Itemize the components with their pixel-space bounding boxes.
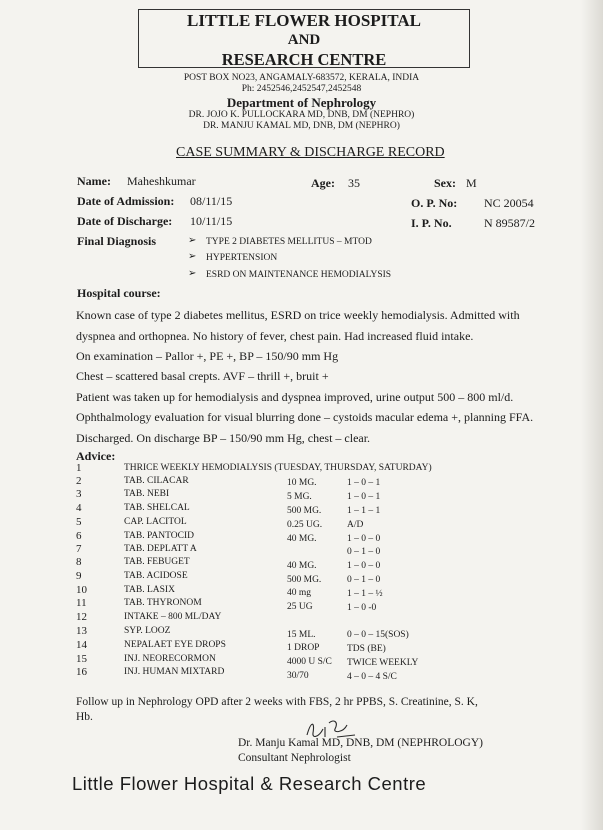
advice-dose: 40 mg [287, 588, 312, 598]
advice-frequency: 0 – 1 – 0 [347, 575, 381, 585]
advice-number: 8 [76, 556, 82, 568]
advice-dose: 1 DROP [287, 643, 320, 653]
course-line: Known case of type 2 diabetes mellitus, ESRD on trice weekly hemodialysis. Admitted with [76, 308, 520, 322]
course-line: Discharged. On discharge BP – 150/90 mm Hg, chest – clear. [76, 431, 371, 445]
advice-name: NEPALAET EYE DROPS [124, 640, 226, 650]
advice-number: 5 [76, 516, 82, 528]
hospital-header-box [138, 9, 470, 68]
advice-frequency: TWICE WEEKLY [347, 658, 419, 668]
advice-frequency: 1 – 0 – 0 [347, 561, 381, 571]
advice-frequency: 1 – 0 – 0 [347, 534, 381, 544]
sex-label: Sex: [434, 176, 456, 190]
course-line: dyspnea and orthopnea. No history of fever, chest pain. Had increased fluid intake. [76, 329, 474, 343]
admission-date: 08/11/15 [190, 194, 233, 208]
doctor-signature-role: Consultant Nephrologist [238, 752, 351, 764]
advice-name: THRICE WEEKLY HEMODIALYSIS (TUESDAY, THURSDAY, SATURDAY) [124, 463, 432, 473]
document-title: CASE SUMMARY & DISCHARGE RECORD [176, 145, 445, 160]
advice-frequency: 1 – 0 – 1 [347, 478, 381, 488]
op-label: O. P. No: [411, 196, 458, 210]
advice-name: TAB. NEBI [124, 489, 170, 499]
patient-sex: M [466, 176, 477, 190]
diagnosis-item: TYPE 2 DIABETES MELLITUS – MTOD [206, 237, 372, 247]
advice-number: 6 [76, 530, 82, 542]
advice-number: 7 [76, 543, 82, 555]
advice-dose: 30/70 [287, 671, 309, 681]
advice-number: 9 [76, 570, 82, 582]
followup-line: Follow up in Nephrology OPD after 2 weeks with FBS, 2 hr PPBS, S. Creatinine, S. K, [76, 696, 478, 708]
doctor-line-1: DR. JOJO K. PULLOCKARA MD, DNB, DM (NEPHRO) [188, 110, 415, 120]
advice-frequency: 0 – 1 – 0 [347, 547, 381, 557]
course-line: Chest – scattered basal crepts. AVF – thrill +, bruit + [76, 369, 329, 383]
name-label: Name: [77, 174, 111, 188]
advice-name: TAB. FEBUGET [124, 557, 190, 567]
admission-label: Date of Admission: [77, 194, 175, 208]
advice-number: 16 [76, 666, 87, 678]
advice-number: 11 [76, 597, 87, 609]
course-heading: Hospital course: [77, 286, 161, 300]
advice-name: INTAKE – 800 ML/DAY [124, 612, 222, 622]
advice-dose: 10 MG. [287, 478, 317, 488]
advice-number: 1 [76, 462, 82, 474]
advice-heading: Advice: [76, 449, 116, 463]
advice-dose: 5 MG. [287, 492, 312, 502]
advice-name: TAB. THYRONOM [124, 598, 202, 608]
doctor-line-2: DR. MANJU KAMAL MD, DNB, DM (NEPHRO) [203, 121, 400, 131]
advice-name: TAB. ACIDOSE [124, 571, 188, 581]
advice-number: 14 [76, 639, 87, 651]
course-line: Ophthalmology evaluation for visual blurring done – cystoids macular edema +, planning FFA. [76, 410, 534, 424]
followup-line: Hb. [76, 711, 93, 723]
age-label: Age: [311, 176, 335, 190]
ip-number: N 89587/2 [484, 216, 535, 230]
advice-dose: 0.25 UG. [287, 520, 323, 530]
advice-dose: 15 ML. [287, 630, 316, 640]
hospital-phone: Ph: 2452546,2452547,2452548 [241, 84, 362, 94]
advice-frequency: 1 – 1 – ½ [347, 589, 383, 599]
advice-number: 13 [76, 625, 87, 637]
advice-frequency: 0 – 0 – 15(SOS) [347, 630, 409, 640]
arrow-bullet-icon: ➢ [188, 268, 197, 279]
advice-dose: 40 MG. [287, 534, 317, 544]
advice-number: 3 [76, 488, 82, 500]
advice-number: 2 [76, 475, 82, 487]
advice-frequency: A/D [347, 520, 364, 530]
hospital-name-and: AND [287, 32, 321, 48]
advice-frequency: TDS (BE) [347, 644, 386, 654]
hospital-name: LITTLE FLOWER HOSPITAL [187, 11, 421, 30]
advice-name: INJ. NEORECORMON [124, 654, 216, 664]
advice-dose: 4000 U S/C [287, 657, 332, 667]
course-line: Patient was taken up for hemodialysis and dyspnea improved, urine output 500 – 800 ml/d. [76, 390, 514, 404]
doctor-signature-name: Dr. Manju Kamal MD, DNB, DM (NEPHROLOGY) [238, 737, 483, 749]
discharge-date: 10/11/15 [190, 214, 233, 228]
advice-frequency: 4 – 0 – 4 S/C [347, 672, 397, 682]
hospital-address: POST BOX NO23, ANGAMALY-683572, KERALA, INDIA [183, 73, 420, 83]
department-name: Department of Nephrology [226, 95, 377, 110]
advice-name: TAB. LASIX [124, 585, 175, 595]
advice-dose: 40 MG. [287, 561, 317, 571]
advice-name: TAB. CILACAR [124, 476, 189, 486]
diagnosis-label: Final Diagnosis [77, 234, 157, 248]
advice-number: 12 [76, 611, 87, 623]
arrow-bullet-icon: ➢ [188, 235, 197, 246]
advice-name: TAB. DEPLATT A [124, 544, 197, 554]
advice-name: CAP. LACITOL [124, 517, 187, 527]
diagnosis-item: ESRD ON MAINTENANCE HEMODIALYSIS [206, 270, 392, 280]
advice-name: SYP. LOOZ [124, 626, 171, 636]
advice-number: 4 [76, 502, 82, 514]
advice-number: 10 [76, 584, 87, 596]
advice-number: 15 [76, 653, 87, 665]
advice-dose: 25 UG [287, 602, 313, 612]
advice-frequency: 1 – 1 – 1 [347, 506, 381, 516]
arrow-bullet-icon: ➢ [188, 251, 197, 262]
advice-name: TAB. SHELCAL [124, 503, 190, 513]
ip-label: I. P. No. [411, 216, 452, 230]
advice-frequency: 1 – 0 – 1 [347, 492, 381, 502]
footer-hospital-name: Little Flower Hospital & Research Centre [72, 773, 427, 794]
op-number: NC 20054 [484, 196, 534, 210]
advice-name: INJ. HUMAN MIXTARD [124, 667, 225, 677]
advice-frequency: 1 – 0 -0 [347, 603, 377, 613]
patient-name: Maheshkumar [127, 174, 196, 188]
patient-age: 35 [348, 176, 360, 190]
discharge-label: Date of Discharge: [77, 214, 173, 228]
course-line: On examination – Pallor +, PE +, BP – 150/90 mm Hg [76, 349, 339, 363]
advice-name: TAB. PANTOCID [124, 531, 194, 541]
advice-dose: 500 MG. [287, 575, 322, 585]
advice-dose: 500 MG. [287, 506, 322, 516]
hospital-name-rc: RESEARCH CENTRE [221, 50, 387, 69]
diagnosis-item: HYPERTENSION [206, 253, 278, 263]
